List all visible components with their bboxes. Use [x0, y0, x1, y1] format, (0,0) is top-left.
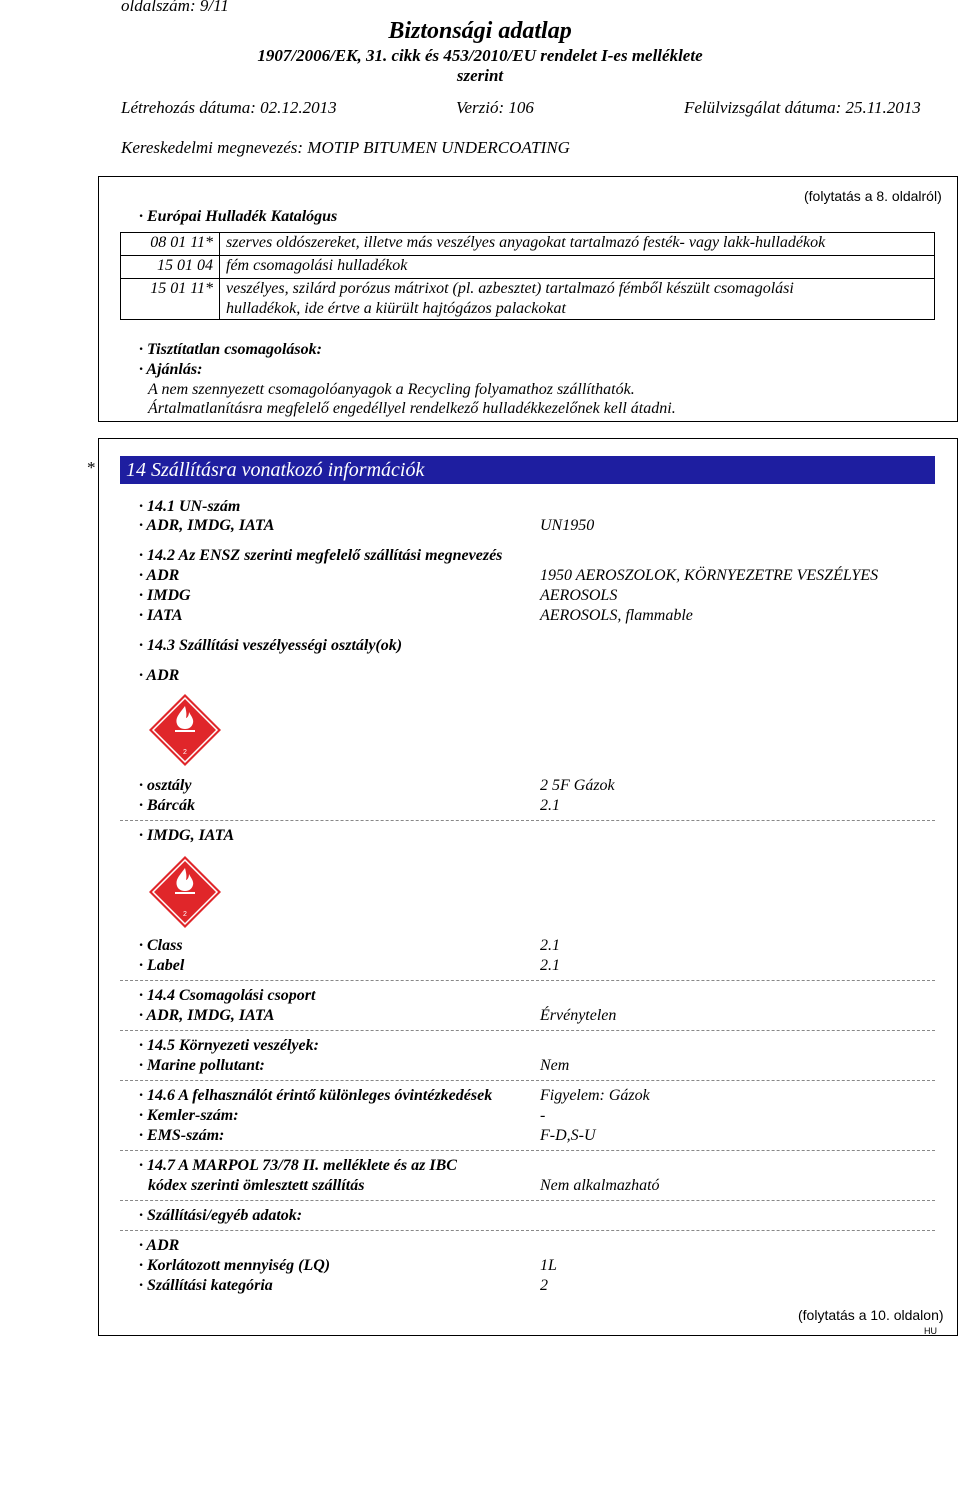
class-value: 2 5F Gázok: [540, 777, 615, 794]
waste-catalog-title: · Európai Hulladék Katalógus: [139, 208, 338, 225]
s144-label: · ADR, IMDG, IATA: [139, 1007, 275, 1024]
created-date: Létrehozás dátuma: 02.12.2013: [121, 98, 337, 117]
table-row: [121, 256, 935, 279]
recommendation-label: · Ajánlás:: [139, 361, 203, 378]
iata-value: AEROSOLS, flammable: [540, 607, 693, 624]
imdg-iata-label: · IMDG, IATA: [139, 827, 235, 844]
s141-value: UN1950: [540, 517, 595, 534]
section-14-header: [120, 456, 935, 484]
s141-label: · ADR, IMDG, IATA: [139, 517, 275, 534]
s147-heading: · 14.7 A MARPOL 73/78 II. melléklete és az IBC: [139, 1157, 457, 1174]
waste-code: 15 01 04: [121, 256, 220, 279]
waste-desc: szerves oldószereket, illetve más veszélyes anyagokat tartalmazó festék- vagy lakk-hulladékok: [220, 233, 935, 256]
regulation-line: 1907/2006/EK, 31. cikk és 453/2010/EU rendelet I-es melléklete: [257, 46, 703, 65]
dashed-divider: [120, 1200, 935, 1201]
other-data-label: · Szállítási/egyéb adatok:: [139, 1207, 303, 1224]
dashed-divider: [120, 1030, 935, 1031]
marine-value: Nem: [540, 1057, 570, 1074]
s143-adr-label: · ADR: [139, 667, 180, 684]
adr-label: · ADR: [139, 567, 180, 584]
change-marker: *: [87, 458, 96, 477]
continued-from: (folytatás a 8. oldalról): [804, 188, 942, 204]
kemler-label: · Kemler-szám:: [139, 1107, 239, 1124]
s143-heading: · 14.3 Szállítási veszélyességi osztály(ok): [139, 637, 403, 654]
table-row: [121, 233, 935, 256]
flammable-gas-diamond-icon: [147, 854, 223, 930]
category-label: · Szállítási kategória: [139, 1277, 273, 1294]
diamond-class-number: 2: [183, 911, 187, 918]
class2-value: 2.1: [540, 937, 560, 954]
regulation-line-2: szerint: [456, 66, 504, 85]
recommendation-text: Ártalmatlanításra megfelelő engedéllyel rendelkező hulladékkezelőnek kell átadni.: [148, 400, 676, 417]
ems-value: F-D,S-U: [540, 1127, 596, 1144]
s144-value: Érvénytelen: [540, 1007, 617, 1024]
lq-value: 1L: [540, 1257, 557, 1274]
uncleaned-packaging: · Tisztítatlan csomagolások:: [139, 341, 322, 358]
dashed-divider: [120, 980, 935, 981]
diamond-class-number: 2: [183, 749, 187, 756]
dashed-divider: [120, 820, 935, 821]
language-code: HU: [924, 1326, 937, 1336]
continued-to: (folytatás a 10. oldalon): [798, 1307, 944, 1323]
version: Verzió: 106: [456, 98, 534, 117]
trade-name: Kereskedelmi megnevezés: MOTIP BITUMEN UNDERCOATING: [121, 138, 570, 157]
imdg-value: AEROSOLS: [540, 587, 618, 604]
recommendation-text: A nem szennyezett csomagolóanyagok a Recycling folyamathoz szállíthatók.: [148, 381, 635, 398]
s142-heading: · 14.2 Az ENSZ szerinti megfelelő szállítási megnevezés: [139, 547, 503, 564]
s147-value: Nem alkalmazható: [540, 1177, 660, 1194]
dashed-divider: [120, 1230, 935, 1231]
s146-heading: · 14.6 A felhasználót érintő különleges óvintézkedések: [139, 1087, 493, 1104]
category-value: 2: [540, 1277, 548, 1294]
document-title: Biztonsági adatlap: [388, 18, 572, 44]
dashed-divider: [120, 1150, 935, 1151]
imdg-label: · IMDG: [139, 587, 191, 604]
barcak-value: 2.1: [540, 797, 560, 814]
iata-label: · IATA: [139, 607, 183, 624]
barcak-label: · Bárcák: [139, 797, 195, 814]
label2-label: · Label: [139, 957, 185, 974]
s146-value: Figyelem: Gázok: [540, 1087, 650, 1104]
waste-code: 15 01 11*: [121, 279, 220, 320]
s141-heading: · 14.1 UN-szám: [139, 498, 241, 515]
waste-desc-line: veszélyes, szilárd porózus mátrixot (pl. azbesztet) tartalmazó fémből készült csomagolási: [226, 280, 794, 297]
s145-heading: · 14.5 Környezeti veszélyek:: [139, 1037, 319, 1054]
adr-value: 1950 AEROSZOLOK, KÖRNYEZETRE VESZÉLYES: [540, 567, 879, 584]
class2-label: · Class: [139, 937, 183, 954]
waste-table: [120, 232, 935, 320]
lq-label: · Korlátozott mennyiség (LQ): [139, 1257, 331, 1274]
flammable-gas-diamond-icon: [147, 692, 223, 768]
s144-heading: · 14.4 Csomagolási csoport: [139, 987, 316, 1004]
waste-desc-line: hulladékok, ide értve a kiürült hajtógázos palackokat: [226, 300, 566, 317]
waste-desc: [220, 279, 935, 320]
revised-date: Felülvizsgálat dátuma: 25.11.2013: [684, 98, 921, 117]
kemler-value: -: [540, 1107, 546, 1124]
marine-label: · Marine pollutant:: [139, 1057, 265, 1074]
waste-code: 08 01 11*: [121, 233, 220, 256]
table-row: [121, 279, 935, 320]
page-number: oldalszám: 9/11: [121, 0, 229, 15]
class-label: · osztály: [139, 777, 192, 794]
waste-desc: fém csomagolási hulladékok: [220, 256, 935, 279]
s147-heading-2: kódex szerinti ömlesztett szállítás: [148, 1177, 365, 1194]
ems-label: · EMS-szám:: [139, 1127, 225, 1144]
other-adr-label: · ADR: [139, 1237, 180, 1254]
dashed-divider: [120, 1080, 935, 1081]
label2-value: 2.1: [540, 957, 560, 974]
section-14-title: 14 Szállításra vonatkozó információk: [126, 459, 425, 481]
